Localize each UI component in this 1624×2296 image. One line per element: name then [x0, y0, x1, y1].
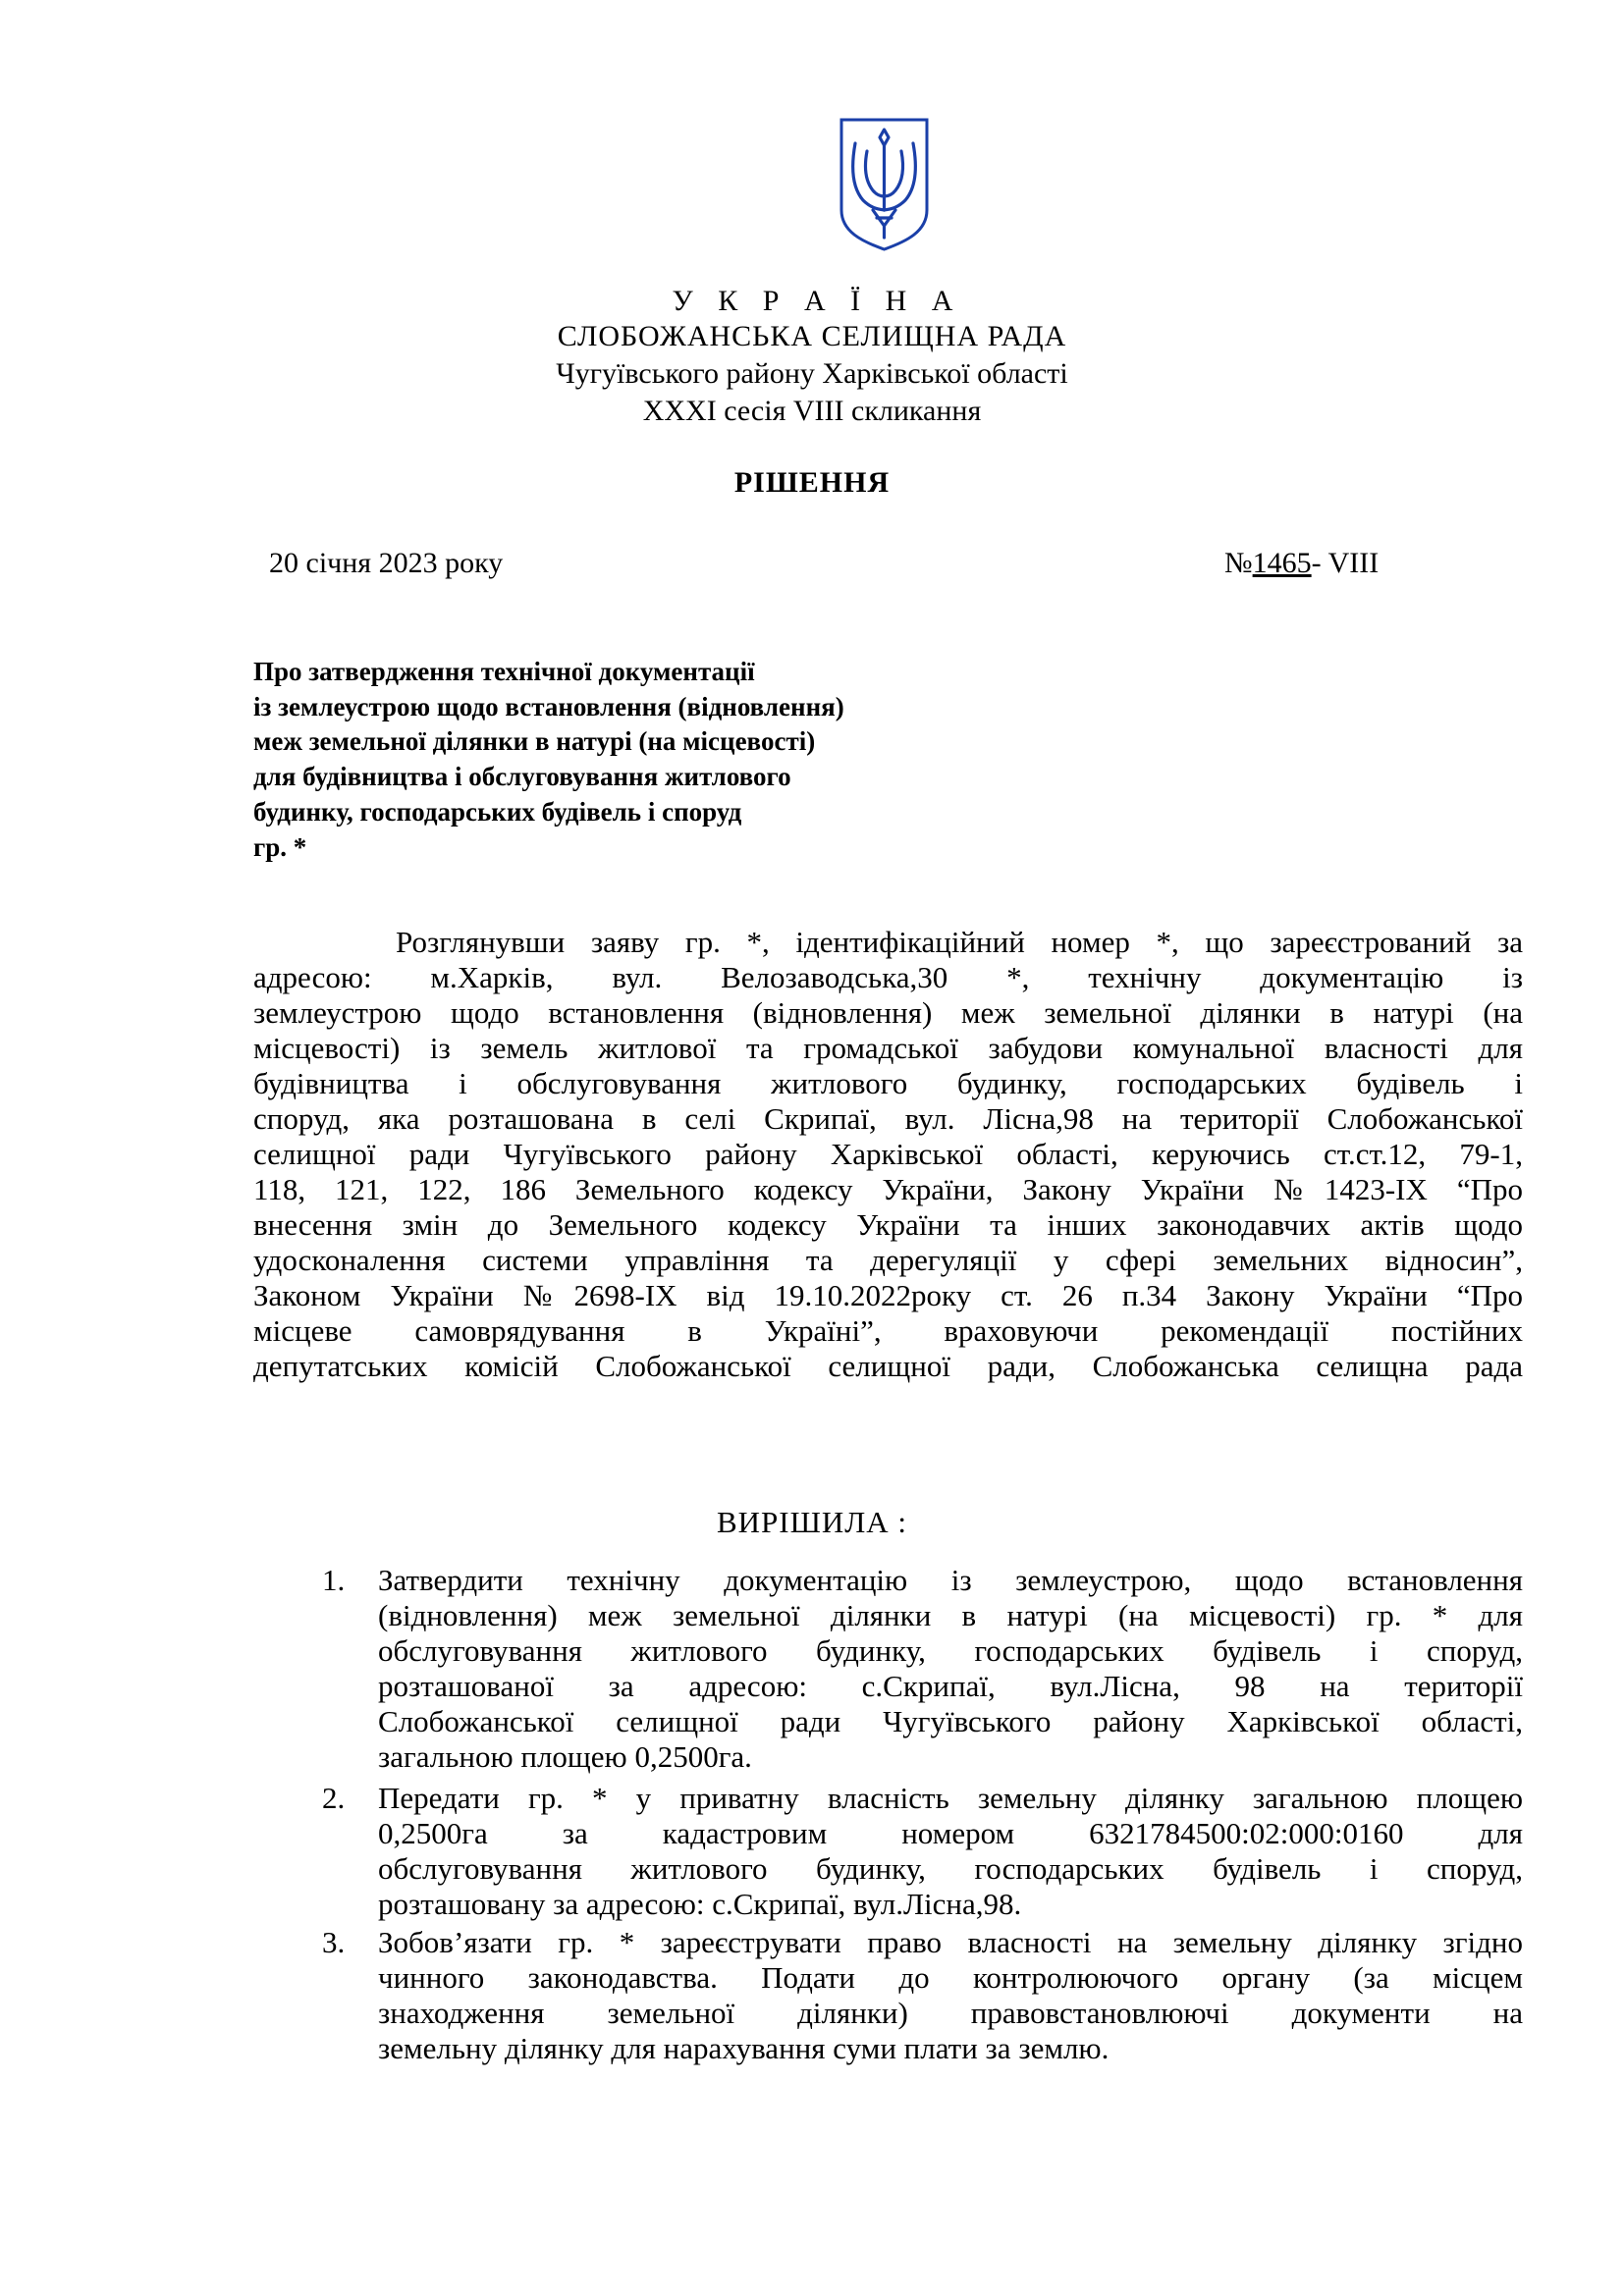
number-suffix: - VIII — [1311, 547, 1380, 579]
decision-number — [1224, 547, 1379, 580]
subject-line: будинку, господарських будівель і споруд — [253, 796, 742, 827]
preamble-line: споруд, яка розташована в селі Скрипаї, вул. Лісна,98 на території Слобожанської — [253, 1101, 1523, 1136]
council-heading: СЛОБОЖАНСЬКА СЕЛИЩНА РАДА — [557, 320, 1067, 352]
item-number: 1. — [322, 1563, 346, 1597]
session-heading: XXXI сесія VIII скликання — [642, 395, 982, 427]
item-line: Зобов’язати гр. * зареєструвати право власності на земельну ділянку згідно — [378, 1925, 1523, 1959]
preamble-line: Законом України №2698-IX від 19.10.2022року ст. 26 п.34 Закону України “Про — [253, 1278, 1523, 1312]
item-number: 3. — [322, 1925, 346, 1959]
item-line: чинного законодавства. Подати до контролюючого органу (за місцем — [378, 1960, 1523, 1995]
item-line: Передати гр. * у приватну власність земельну ділянку загальною площею — [378, 1781, 1523, 1815]
number-value: 1465 — [1252, 547, 1312, 579]
decision-subject — [253, 655, 1000, 865]
preamble-line: Розглянувши заяву гр. *, ідентифікаційний номер *, що зареєстрований за — [396, 925, 1523, 959]
preamble-line: селищної ради Чугуївського району Харківської області, керуючись ст.ст.12, 79-1, — [253, 1137, 1523, 1171]
decision-date: 20 січня 2023 року — [269, 547, 504, 579]
item-line: розташовану за адресою: с.Скрипаї, вул.Лісна,98. — [378, 1887, 1022, 1921]
preamble-line: місцевості) із земель житлової та громадської забудови комунальної власності для — [253, 1031, 1523, 1065]
trident-coat-of-arms-icon — [838, 116, 931, 253]
item-line: знаходження земельної ділянки) правовстановлюючі документи на — [378, 1996, 1523, 2030]
item-line: загальною площею 0,2500га. — [378, 1739, 752, 1774]
preamble-paragraph — [253, 925, 1523, 1384]
item-number: 2. — [322, 1781, 346, 1815]
country-heading: У К Р А Ї Н А — [672, 285, 962, 317]
item-line: земельну ділянку для нарахування суми плати за землю. — [378, 2031, 1110, 2065]
preamble-line: внесення змін до Земельного кодексу України та інших законодавчих актів щодо — [253, 1207, 1523, 1242]
document-title: РІШЕННЯ — [733, 466, 891, 499]
number-prefix: № — [1224, 547, 1253, 579]
item-line: розташованої за адресою: с.Скрипаї, вул.Лісна, 98 на території — [378, 1669, 1523, 1703]
resolved-heading: ВИРІШИЛА : — [716, 1505, 908, 1539]
preamble-line: адресою: м.Харків, вул. Велозаводська,30 *, технічну документацію із — [253, 960, 1523, 994]
preamble-line: будівництва і обслуговування житлового будинку, господарських будівель і — [253, 1066, 1523, 1100]
district-heading: Чугуївського району Харківської області — [556, 357, 1068, 390]
item-line: (відновлення) меж земельної ділянки в натурі (на місцевості) гр. * для — [378, 1598, 1523, 1632]
preamble-line: місцеве самоврядування в Україні”, враховуючи рекомендації постійних — [253, 1313, 1523, 1348]
preamble-line: землеустрою щодо встановлення (відновлення) меж земельної ділянки в натурі (на — [253, 995, 1523, 1030]
subject-line: Про затвердження технічної документації — [253, 657, 755, 686]
item-line: обслуговування житлового будинку, господарських будівель і споруд, — [378, 1851, 1523, 1886]
preamble-line: 118, 121, 122, 186 Земельного кодексу України, Закону України №1423-IX “Про — [253, 1172, 1523, 1206]
item-line: 0,2500га за кадастровим номером 6321784500:02:000:0160 для — [378, 1816, 1523, 1850]
preamble-line: депутатських комісій Слобожанської селищної ради, Слобожанська селищна рада — [253, 1349, 1523, 1383]
subject-line: меж земельної ділянки в натурі (на місцевості) — [253, 726, 816, 757]
item-line: Слобожанської селищної ради Чугуївського району Харківської області, — [378, 1704, 1523, 1738]
preamble-line: удосконалення системи управління та дерегуляції у сфері земельних відносин”, — [253, 1243, 1523, 1277]
subject-line: для будівництва і обслуговування житлового — [253, 762, 791, 792]
subject-line: гр. * — [253, 831, 307, 862]
item-line: Затвердити технічну документацію із землеустрою, щодо встановлення — [378, 1563, 1523, 1597]
item-line: обслуговування житлового будинку, господарських будівель і споруд, — [378, 1633, 1523, 1668]
subject-line: із землеустрою щодо встановлення (відновлення) — [253, 691, 844, 721]
